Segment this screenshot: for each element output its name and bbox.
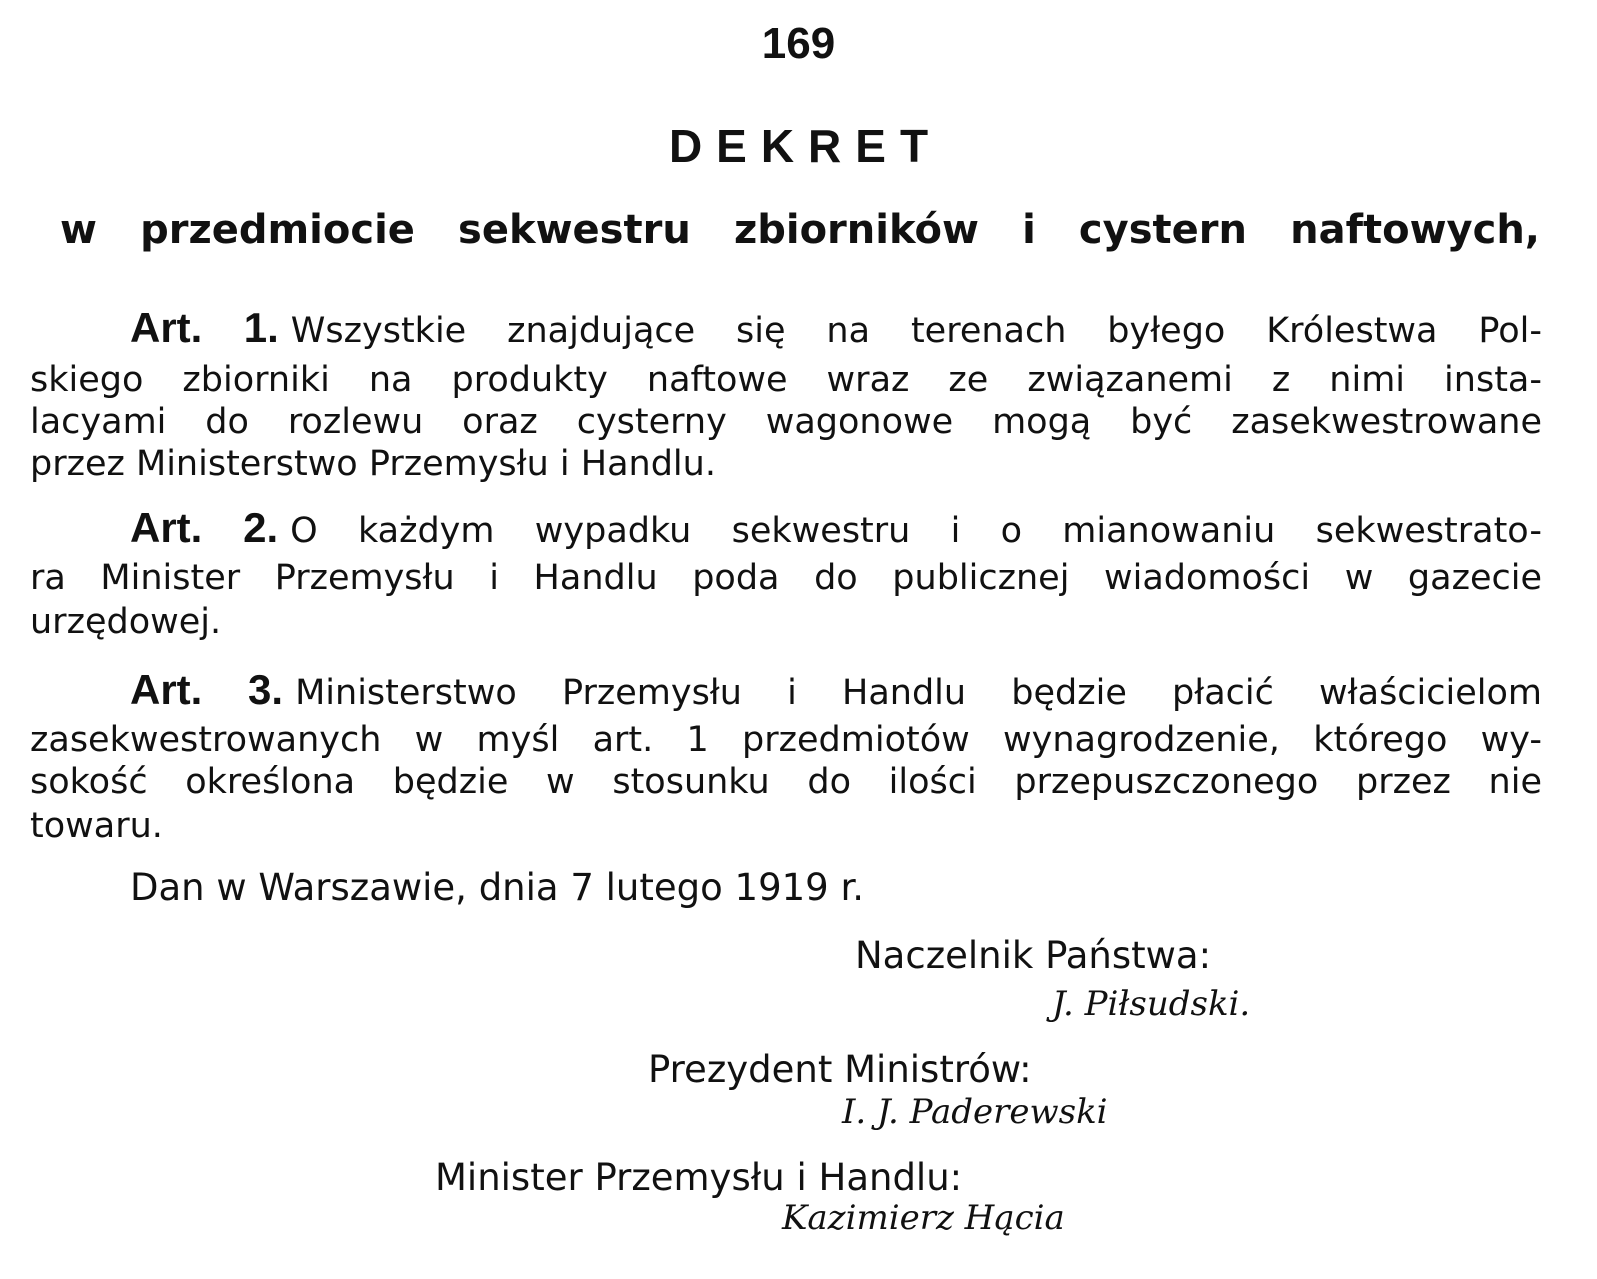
signature-name: Kazimierz Hącia [782, 1198, 1065, 1238]
article-text-line: O każdym wypadku sekwestru i o mianowaniu sekwestrato- [290, 511, 1542, 551]
signature-title: Naczelnik Państwa: [855, 934, 1212, 977]
article-text-line: przez Ministerstwo Przemysłu i Handlu. [30, 444, 716, 484]
article-label: Art. 1. [130, 304, 279, 351]
article-text-line: urzędowej. [30, 602, 222, 642]
document-title: DEKRET [668, 120, 943, 172]
article-text-line: Wszystkie znajdujące się na terenach byłego Królestwa Pol- [290, 311, 1543, 351]
article-label: Art. 2. [130, 504, 279, 551]
signature-name: J. Piłsudski. [1052, 984, 1251, 1024]
signature-title: Prezydent Ministrów: [648, 1048, 1032, 1091]
date-place-line: Dan w Warszawie, dnia 7 lutego 1919 r. [130, 866, 865, 909]
article-text-line: skiego zbiorniki na produkty naftowe wraz ze związanemi z nimi insta- [30, 360, 1542, 400]
article-text-line: sokość określona będzie w stosunku do ilości przepuszczonego przez nie [30, 762, 1542, 802]
article-text-line: towaru. [30, 806, 163, 846]
document-subtitle: w przedmiocie sekwestru zbiorników i cystern naftowych, [60, 207, 1540, 253]
article-text-line: lacyami do rozlewu oraz cysterny wagonowe mogą być zasekwestrowane [30, 402, 1542, 442]
signature-title: Minister Przemysłu i Handlu: [435, 1156, 963, 1199]
article-label: Art. 3. [130, 666, 284, 713]
page-number: 169 [761, 19, 836, 68]
article-text-line: Ministerstwo Przemysłu i Handlu będzie płacić właścicielom [295, 673, 1542, 713]
signature-name: I. J. Paderewski [842, 1092, 1108, 1132]
article-text-line: zasekwestrowanych w myśl art. 1 przedmiotów wynagrodzenie, którego wy- [30, 720, 1542, 760]
article-text-line: ra Minister Przemysłu i Handlu poda do publicznej wiadomości w gazecie [30, 558, 1542, 598]
